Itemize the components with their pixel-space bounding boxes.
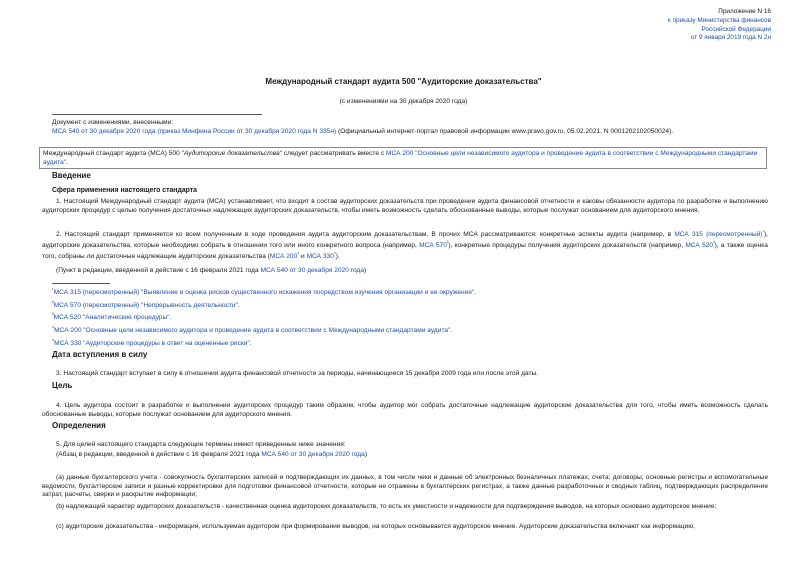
changes-list bbox=[52, 128, 768, 137]
footnotes-divider bbox=[52, 283, 110, 284]
definition-b: (b) надлежащий характер аудиторских доказательств - качественная оценка аудиторских доказательств, то есть их уместности и надежности для подтверждения выводов, на которых основано аудиторское мнение; bbox=[56, 503, 717, 510]
para2-note-end: ) bbox=[364, 267, 367, 274]
appendix-order-link[interactable]: к приказу Министерства финансов bbox=[668, 16, 771, 24]
footnote-5-text[interactable]: МСА 330 "Аудиторские процедуры в ответ на оцененные риски". bbox=[54, 340, 252, 348]
para2-text-f: ). bbox=[335, 252, 340, 260]
footnote-1-text[interactable]: МСА 315 (пересмотренный) "Выявление и оценка рисков существенного искажения посредством изучения организации и ее окружения". bbox=[53, 289, 477, 297]
note-italic: "Аудиторские доказательства" bbox=[181, 150, 283, 157]
changes-intro: Документ с изменениями, внесенными: bbox=[52, 119, 174, 126]
footnote-mark-4[interactable]: ⁴ bbox=[297, 250, 300, 256]
para2-note-text: (Пункт в редакции, введенной в действие с 16 февраля 2021 года bbox=[56, 267, 261, 274]
para2-text: 2. Настоящий стандарт применяется ко всем полученным в ходе проведения аудита аудиторским доказательствам. В прочих МСА рассматриваются: конкретные аспекты аудита (например, в bbox=[56, 231, 675, 239]
para2-note-link[interactable]: МСА 540 от 30 декабря 2020 года bbox=[260, 267, 364, 274]
section-objective-heading: Цель bbox=[52, 381, 73, 390]
para2-text-c: ), конкретные процедуры получения аудиторских доказательств (например, bbox=[448, 241, 686, 249]
footnote-4 bbox=[52, 325, 452, 336]
footnote-2-mark: ² bbox=[52, 300, 54, 306]
footnote-mark-5[interactable]: ⁵ bbox=[333, 250, 336, 256]
msa520-link[interactable]: МСА 520 bbox=[685, 241, 714, 249]
para2-text-b: ), аудиторские доказательства, которые необходимо собрать в отношении того или иного конкретного вопроса (например, bbox=[42, 231, 768, 249]
footnote-5 bbox=[52, 338, 252, 349]
divider bbox=[52, 114, 262, 115]
section-effective-heading: Дата вступления в силу bbox=[52, 350, 148, 359]
paragraph-2-note bbox=[56, 267, 366, 276]
paragraph-4: 4. Цель аудитора состоит в разработке и выполнении аудиторских процедур таким образом, чтобы аудитор мог собрать достаточные надлежащие аудиторские доказательства для того, чтобы иметь возможность сделать обоснованные выводы, которые послужат основанием для аудиторского мнения. bbox=[42, 402, 768, 418]
paragraph-5-note bbox=[56, 451, 367, 460]
section-definitions-heading: Определения bbox=[52, 421, 106, 430]
footnote-mark-2[interactable]: ² bbox=[446, 239, 449, 245]
footnote-mark-3[interactable]: ³ bbox=[713, 239, 715, 245]
note-box bbox=[39, 147, 767, 169]
note-text-mid: следует рассматривать вместе с bbox=[282, 150, 387, 157]
paragraph-3: 3. Настоящий стандарт вступает в силу в отношении аудита финансовой отчетности за периоды, начинающиеся 15 декабря 2009 года или после этой даты. bbox=[56, 370, 539, 377]
footnote-3-text[interactable]: МСА 520 "Аналитические процедуры". bbox=[53, 314, 172, 322]
changes-order-link[interactable]: (приказ Минфина России от 30 декабря 2020 года N 335н) bbox=[157, 127, 337, 135]
para5-note-end: ) bbox=[364, 451, 368, 458]
footnote-4-text[interactable]: МСА 200 "Основные цели независимого аудитора и проведение аудита в соответствии с Международными стандартами аудита". bbox=[54, 327, 453, 335]
footnote-3-mark: ³ bbox=[52, 312, 54, 318]
appendix-ministry-link[interactable]: Российской Федерации bbox=[701, 25, 771, 33]
footnote-4-mark: ⁴ bbox=[52, 325, 55, 331]
para2-text-e: и bbox=[299, 252, 307, 260]
definition-c: (c) аудиторские доказательства - информация, используемая аудитором при формировании выводов, на которых основывается аудиторское мнение. Аудиторские доказательства включают как информацию, bbox=[56, 523, 696, 530]
appendix-date-link[interactable]: от 9 января 2019 года N 2н bbox=[690, 34, 771, 42]
msa330-link[interactable]: МСА 330 bbox=[306, 252, 334, 260]
footnote-1 bbox=[52, 287, 476, 298]
footnote-1-mark: ¹ bbox=[52, 287, 54, 293]
appendix-number: Приложение N 16 bbox=[718, 8, 771, 15]
footnote-3 bbox=[52, 312, 171, 323]
changes-block bbox=[52, 119, 768, 136]
msa315-link[interactable]: МСА 315 (пересмотренный) bbox=[674, 231, 763, 239]
footnote-5-mark: ⁵ bbox=[52, 338, 55, 344]
note-text: Международный стандарт аудита (МСА) 500 bbox=[43, 150, 182, 157]
appendix-header bbox=[668, 8, 771, 43]
footnote-mark-1[interactable]: ¹ bbox=[762, 229, 764, 234]
paragraph-1: 1. Настоящий Международный стандарт аудита (МСА) устанавливает, что входит в состав аудиторских доказательств при проведении аудита финансовой отчетности и каковы обязанности аудитора по разработке и выполнению аудиторских процедур с целью получения достаточных надлежащих аудиторских доказательств, чтобы иметь возможность сделать обоснованные выводы, которые послужат основанием для аудиторского мнения. bbox=[42, 198, 768, 214]
note-msa200-link[interactable]: МСА 200 "Основные цели независимого аудитора и проведение аудита в соответствии с Международными стандартами аудита" bbox=[43, 150, 758, 166]
footnote-2-text[interactable]: МСА 570 (пересмотренный) "Непрерывность деятельности". bbox=[53, 302, 240, 310]
para5-note-link[interactable]: МСА 540 от 30 декабря 2020 года bbox=[261, 451, 365, 458]
changes-rest: (Официальный интернет-портал правовой информации www.pravo.gov.ru, 05.02.2021, N 0001202102050024). bbox=[336, 127, 674, 135]
document-subtitle: (с изменениями на 30 декабря 2020 года) bbox=[339, 98, 468, 105]
section-intro-heading: Введение bbox=[52, 171, 91, 180]
paragraph-5: 5. Для целей настоящего стандарта следующие термины имеют приведенные ниже значения: bbox=[56, 441, 346, 448]
section-scope-heading: Сфера применения настоящего стандарта bbox=[52, 187, 198, 194]
footnote-2 bbox=[52, 300, 240, 311]
document-title: Международный стандарт аудита 500 "Аудиторские доказательства" bbox=[265, 77, 542, 86]
msa570-link[interactable]: МСА 570 bbox=[419, 241, 447, 249]
para5-note-text: (Абзац в редакции, введенной в действие с 16 февраля 2021 года bbox=[56, 451, 262, 458]
msa200-link[interactable]: МСА 200 bbox=[269, 252, 298, 260]
definition-a: (a) данные бухгалтерского учета - совокупность бухгалтерских записей и подтверждающих их данных, в том числе чеки и данные об электронных безналичных платежах; счета; договоры; основные регистры и вспомогательные ведомости, бухгалтерские записи и разные корректировки для подготовки финансовой отчетности, которые не отражены в бухгалтерских регистрах, а также данные разработочных и сводных таблиц, подтверждающих распределение затрат, расчеты, сверки и раскрытие информации; bbox=[42, 474, 768, 499]
paragraph-2 bbox=[42, 229, 768, 261]
note-end: . bbox=[66, 158, 68, 166]
para2-text-d: ), а также оценка того, собраны ли достаточные надлежащие аудиторские доказательства ( bbox=[42, 241, 768, 260]
changes-msa540-link[interactable]: МСА 540 от 30 декабря 2020 года bbox=[52, 127, 156, 135]
